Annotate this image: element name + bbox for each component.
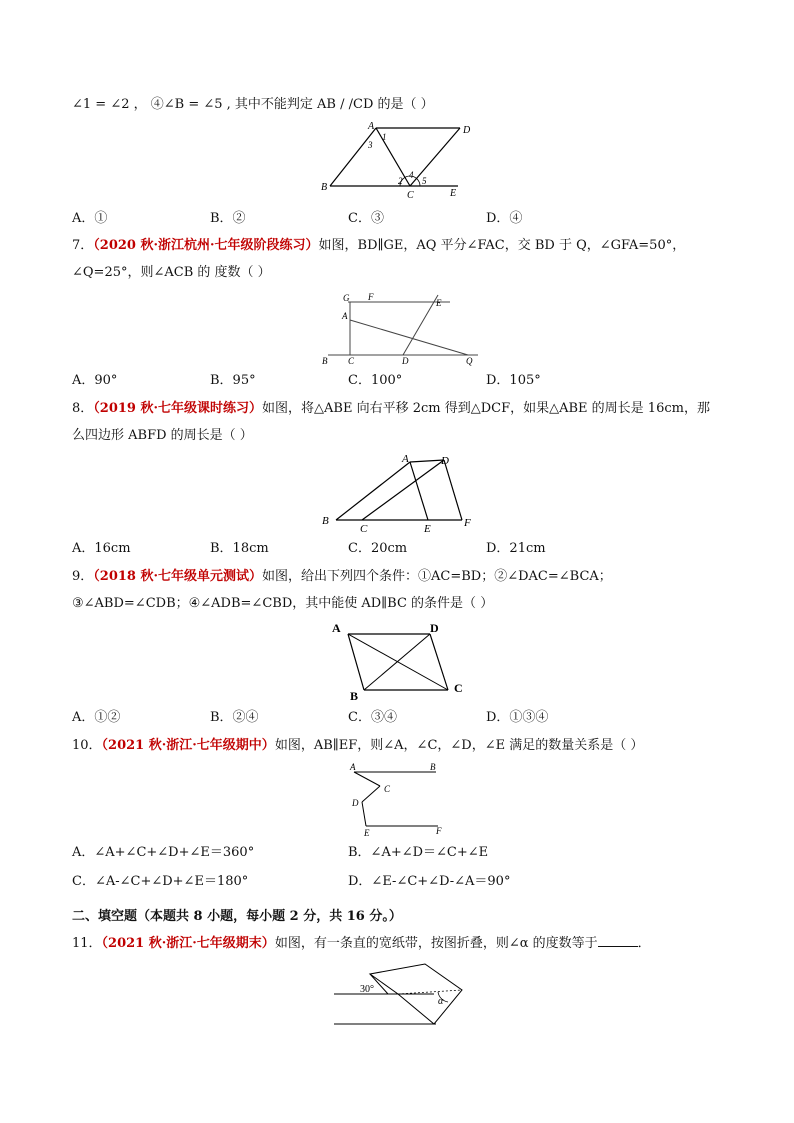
q6-label-5: 5 bbox=[422, 176, 427, 186]
q11-figure bbox=[330, 960, 470, 1030]
q9-text1: 如图，给出下列四个条件：①AC=BD；②∠DAC=∠BCA； bbox=[262, 569, 612, 584]
q6-label-1: 1 bbox=[382, 132, 387, 142]
q11-label-alpha: α bbox=[438, 996, 444, 1007]
q9-source: （2018 秋·七年级单元测试） bbox=[93, 569, 263, 584]
q11-stem-line1 bbox=[72, 934, 651, 953]
q7-stem-line1 bbox=[72, 237, 685, 255]
section-heading: 二、填空题（本题共 8 小题，每小题 2 分，共 16 分。） bbox=[72, 909, 402, 924]
q8-stem-line1 bbox=[72, 400, 710, 418]
q8-option-d[interactable]: D．21cm bbox=[486, 541, 546, 556]
q10-option-c[interactable]: C．∠A-∠C+∠D+∠E＝180° bbox=[72, 874, 249, 889]
q9-label-a: A bbox=[332, 621, 341, 635]
q10-number: 10． bbox=[72, 738, 102, 753]
q10-label-b: B bbox=[430, 762, 436, 772]
q8-label-b: B bbox=[322, 515, 329, 527]
q9-label-d: D bbox=[430, 621, 439, 635]
q8-option-c[interactable]: C．20cm bbox=[348, 541, 408, 556]
q6-stem-tail: ∠1 = ∠2 ， ④∠B = ∠5 , 其中不能判定 AB / /CD 的是（ ） bbox=[72, 97, 434, 112]
q7-label-g: G bbox=[343, 293, 350, 303]
q8-figure bbox=[318, 452, 478, 534]
q10-option-b[interactable]: B．∠A+∠D＝∠C+∠E bbox=[348, 845, 489, 860]
q9-option-a[interactable]: A．①② bbox=[72, 710, 121, 725]
q7-label-a: A bbox=[342, 311, 348, 321]
q11-number: 11． bbox=[72, 936, 102, 951]
q9-stem-line1 bbox=[72, 568, 612, 586]
q8-label-d: D bbox=[441, 455, 449, 467]
q7-label-f: F bbox=[368, 292, 374, 302]
q7-option-a[interactable]: A．90° bbox=[72, 373, 118, 388]
q10-label-c: C bbox=[384, 784, 391, 794]
q11-end: ． bbox=[637, 936, 651, 951]
q10-label-e: E bbox=[364, 828, 370, 838]
q11-text1: 如图，有一条直的宽纸带，按图折叠，则∠α 的度数等于 bbox=[274, 936, 598, 951]
q6-label-a: A bbox=[368, 121, 375, 132]
q7-stem-line2: ∠Q=25°，则∠ACB 的 度数（ ） bbox=[72, 265, 271, 280]
q6-label-d: D bbox=[463, 125, 471, 136]
q7-option-b[interactable]: B．95° bbox=[210, 373, 256, 388]
q8-label-c: C bbox=[360, 523, 368, 535]
q6-label-b: B bbox=[321, 182, 328, 193]
q10-figure bbox=[340, 760, 460, 838]
q9-label-b: B bbox=[350, 689, 359, 703]
q7-label-b: B bbox=[322, 356, 328, 366]
q8-label-a: A bbox=[402, 453, 409, 465]
q7-label-q: Q bbox=[466, 356, 473, 366]
q10-source: （2021 秋·浙江·七年级期中） bbox=[101, 738, 275, 753]
q7-source: （2020 秋·浙江杭州·七年级阶段练习） bbox=[93, 238, 319, 253]
q7-label-d: D bbox=[402, 356, 409, 366]
q10-option-d[interactable]: D．∠E-∠C+∠D-∠A＝90° bbox=[348, 874, 511, 889]
q7-option-d[interactable]: D．105° bbox=[486, 373, 541, 388]
q7-label-c: C bbox=[348, 356, 355, 366]
q6-option-d[interactable]: D．④ bbox=[486, 211, 523, 226]
q6-label-e: E bbox=[450, 188, 457, 199]
q10-label-a: A bbox=[350, 762, 356, 772]
q9-option-b[interactable]: B．②④ bbox=[210, 710, 259, 725]
q6-label-c: C bbox=[407, 190, 414, 201]
q8-label-f: F bbox=[464, 517, 471, 529]
q9-option-c[interactable]: C．③④ bbox=[348, 710, 397, 725]
q6-label-4: 4 bbox=[409, 170, 414, 180]
q11-answer-blank[interactable] bbox=[598, 934, 638, 947]
q6-label-2: 2 bbox=[398, 176, 403, 186]
q10-stem-line1 bbox=[72, 737, 643, 755]
q7-label-e: E bbox=[436, 298, 442, 308]
q10-label-d: D bbox=[352, 798, 359, 808]
q8-number: 8． bbox=[72, 401, 94, 416]
q10-text1: 如图，AB∥EF，则∠A，∠C，∠D，∠E 满足的数量关系是（ ） bbox=[274, 738, 644, 753]
q6-option-a[interactable]: A．① bbox=[72, 211, 108, 226]
q8-stem-line2: 么四边形 ABFD 的周长是（ ） bbox=[72, 428, 253, 443]
q7-text1: 如图，BD∥GE，AQ 平分∠FAC，交 BD 于 Q，∠GFA=50°， bbox=[318, 238, 686, 253]
q10-label-f: F bbox=[436, 826, 442, 836]
q6-label-3: 3 bbox=[368, 140, 373, 150]
q11-source: （2021 秋·浙江·七年级期末） bbox=[101, 936, 275, 951]
q7-figure bbox=[318, 290, 488, 368]
q6-option-b[interactable]: B．② bbox=[210, 211, 246, 226]
q9-figure bbox=[326, 618, 476, 704]
q9-option-d[interactable]: D．①③④ bbox=[486, 710, 549, 725]
q9-number: 9． bbox=[72, 569, 94, 584]
q8-label-e: E bbox=[424, 523, 431, 535]
q6-figure bbox=[318, 120, 471, 201]
q8-option-a[interactable]: A．16cm bbox=[72, 541, 131, 556]
q7-number: 7． bbox=[72, 238, 94, 253]
q11-label-angle: 30° bbox=[360, 984, 374, 995]
q6-option-c[interactable]: C．③ bbox=[348, 211, 384, 226]
q7-option-c[interactable]: C．100° bbox=[348, 373, 403, 388]
q10-option-a[interactable]: A．∠A+∠C+∠D+∠E＝360° bbox=[72, 845, 255, 860]
q9-label-c: C bbox=[454, 681, 463, 695]
q9-stem-line2: ③∠ABD=∠CDB；④∠ADB=∠CBD，其中能使 AD∥BC 的条件是（ ） bbox=[72, 596, 494, 611]
q8-text1: 如图，将△ABE 向右平移 2cm 得到△DCF，如果△ABE 的周长是 16cm，那 bbox=[262, 401, 710, 416]
q8-option-b[interactable]: B．18cm bbox=[210, 541, 269, 556]
q8-source: （2019 秋·七年级课时练习） bbox=[93, 401, 263, 416]
